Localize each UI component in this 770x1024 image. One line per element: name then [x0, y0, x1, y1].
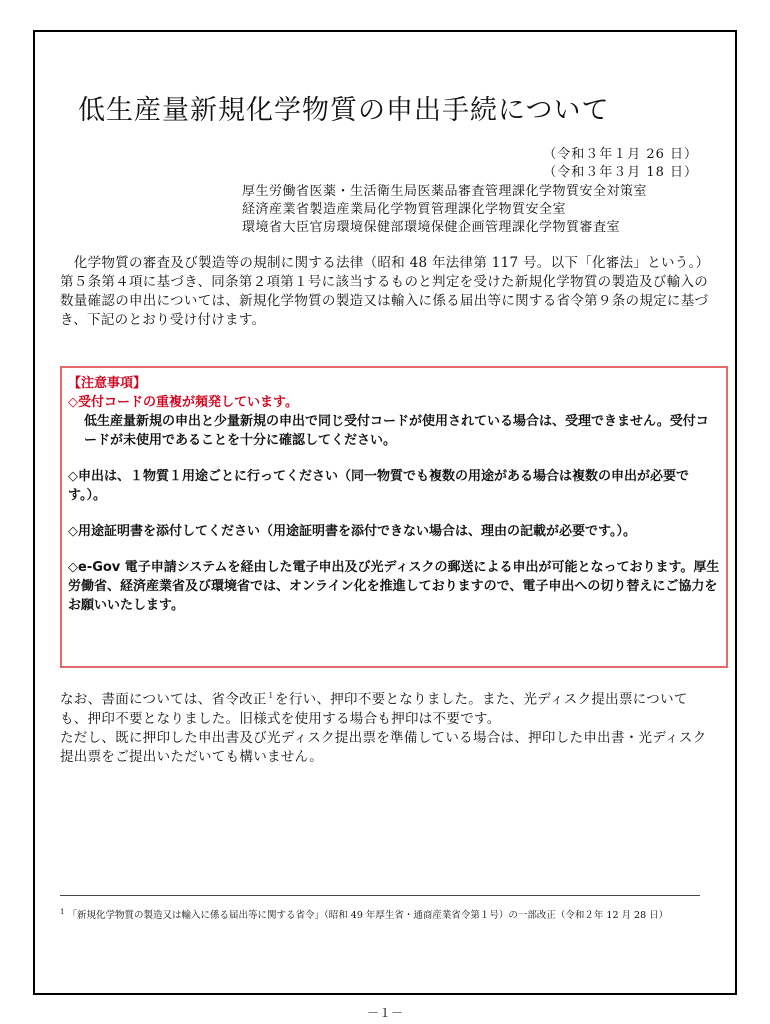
- notice-item-lead: ◇申出は、１物質１用途ごとに行ってください（同一物質でも複数の用途がある場合は複数の申出が必要です。）。: [68, 469, 689, 503]
- footnote-separator: [60, 895, 700, 896]
- closing-paragraph-2: ただし、既に押印した申出書及び光ディスク提出票を準備している場合は、押印した申出書・光ディスク提出票をご提出いただいても構いません。: [60, 729, 707, 765]
- page-number: －１－: [366, 1006, 403, 1020]
- issuing-organizations: [242, 183, 647, 237]
- notice-item-lead: ◇受付コードの重複が頻発しています。: [68, 395, 298, 410]
- intro-paragraph: 化学物質の審査及び製造等の規制に関する法律（昭和 48 年法律第 117 号。以下「化審法」という。）第５条第４項に基づき、同条第２項第１号に該当するものと判定を受けた新規化学物質の製造及び輸入の数量確認の申出については、新規化学物質の製造又は輸入に係る届出等に関する省令第９条の規定に基づき、下記のとおり受け付けます。: [60, 255, 710, 328]
- page-title: 低生産量新規化学物質の申出手続について: [78, 95, 610, 126]
- notice-item-lead: ◇e-Gov 電子申請システムを経由した電子申出及び光ディスクの郵送による申出が可能となっております。厚生労働省、経済産業省及び環境省では、オンライン化を推進しておりますので、電子申出への切り替えにご協力をお願いいたします。: [68, 560, 720, 613]
- organization-meti: 経済産業省製造産業局化学物質管理課化学物質安全室: [242, 202, 567, 217]
- closing-text-after-ref: を行い、押印不要となりました。また、光ディスク提出票についても、押印不要となりました。旧様式を使用する場合も押印は不要です。: [60, 691, 688, 727]
- revision-dates: [543, 146, 698, 182]
- date-line-1: （令和３年１月 26 日）: [543, 147, 698, 162]
- closing-paragraph-1: [60, 686, 712, 729]
- notice-item-egov: [68, 558, 720, 615]
- notice-item-body: 低生産量新規の申出と少量新規の申出で同じ受付コードが使用されている場合は、受理できません。受付コードが未使用であることを十分に確認してください。: [84, 414, 709, 448]
- footnote: [60, 905, 712, 923]
- notice-item-one-use: [68, 467, 720, 505]
- notice-box: [60, 366, 728, 668]
- notice-item-lead: ◇用途証明書を添付してください（用途証明書を添付できない場合は、理由の記載が必要です。）。: [68, 524, 636, 539]
- footnote-reference: １: [266, 691, 276, 700]
- closing-paragraphs: [60, 686, 712, 767]
- notice-heading: 【注意事項】: [68, 376, 147, 391]
- footnote-marker: 1: [60, 908, 65, 916]
- notice-item-use-certificate: [68, 522, 720, 541]
- organization-moe: 環境省大臣官房環境保健部環境保健企画管理課化学物質審査室: [242, 220, 621, 235]
- closing-text-before-ref: なお、書面については、省令改正: [60, 691, 267, 708]
- date-line-2: （令和３年３月 18 日）: [543, 165, 698, 180]
- organization-mhlw: 厚生労働省医薬・生活衛生局医薬品審査管理課化学物質安全対策室: [242, 184, 648, 199]
- notice-item-code-duplication: [68, 393, 720, 450]
- footnote-text: 「新規化学物質の製造又は輸入に係る届出等に関する省令」（昭和 49 年厚生省・通商産業省令第１号）の一部改正（令和２年 12 月 28 日）: [67, 910, 669, 922]
